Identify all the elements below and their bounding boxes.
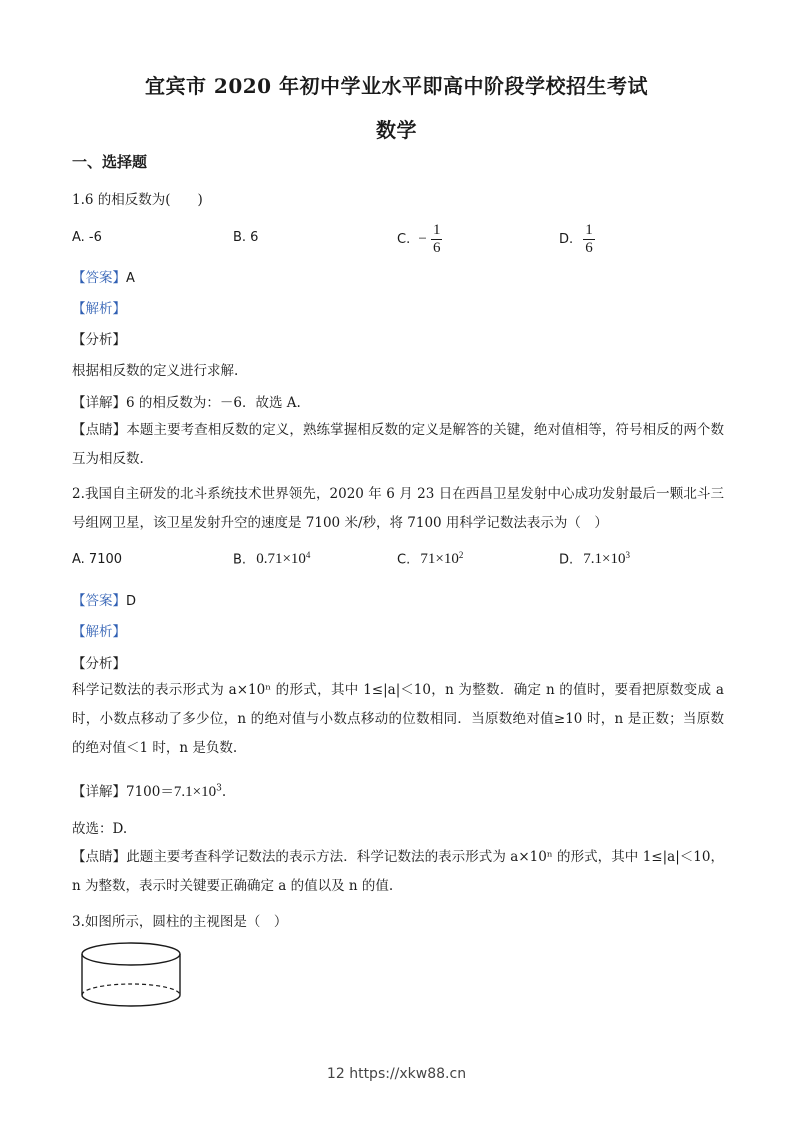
page-footer [0, 1066, 793, 1082]
q2-fenxi-text: 科学记数法的表示形式为 a×10ⁿ 的形式，其中 1≤|a|＜10，n 为整数．确定 n 的值时，要看把原数变成 a 时，小数点移动了多少位，n 的绝对值与小数点移动的位数相同．当原数绝对值≥10 时，n 是正数；当原数的绝对值＜1 时，n 是负数. [72, 682, 724, 756]
q1-option-d-label: D. [559, 232, 574, 247]
q2-option-c-label: C. [397, 552, 411, 568]
q2-analysis-tag: 【解析】 [72, 624, 126, 640]
cylinder-bottom-hidden-arc [82, 984, 180, 995]
q1-comment-text: 本题主要考查相反数的定义，熟练掌握相反数的定义是解答的关键，绝对值相等，符号相反的两个数互为相反数. [72, 422, 725, 467]
q2-comment-text: 此题主要考查科学记数法的表示方法．科学记数法的表示形式为 a×10ⁿ 的形式，其中 1≤|a|＜10，n 为整数，表示时关键要正确确定 a 的值以及 n 的值. [72, 849, 725, 894]
q2-option-c-exp: 2 [458, 550, 464, 560]
q1-comment-tag: 【点睛】 [72, 422, 127, 438]
q1-detail-text: 6 的相反数为：－6．故选 A. [126, 395, 301, 411]
q1-option-c-sign: − [418, 231, 427, 247]
q3-stem: 3.如图所示，圆柱的主视图是（ ） [72, 914, 288, 930]
q1-answer-value: A [126, 271, 135, 286]
q1-option-c-fraction [431, 222, 443, 257]
q2-option-c-base: 71×10 [420, 551, 459, 568]
q2-detail-tag: 【详解】 [72, 784, 126, 800]
q2-detail-exp: 3 [216, 783, 222, 794]
q2-comment-tag: 【点睛】 [72, 849, 127, 865]
q2-detail [72, 780, 226, 801]
q1-analysis-tag: 【解析】 [72, 301, 126, 317]
q1-answer [72, 266, 135, 286]
cylinder-figure [78, 940, 184, 1010]
q1-answer-tag: 【答案】 [72, 270, 126, 286]
q2-option-d-base: 7.1×10 [583, 551, 626, 568]
page-title: 宜宾市 2020 年初中学业水平即高中阶段学校招生考试 [144, 74, 649, 98]
q1-fenxi-tag: 【分析】 [72, 332, 126, 348]
q1-option-a: A. -6 [72, 230, 102, 245]
q1-stem: 1.6 的相反数为( ) [72, 192, 203, 208]
q1-option-c-denominator: 6 [432, 240, 441, 256]
cylinder-bottom-front-arc [82, 995, 180, 1006]
q2-answer-tag: 【答案】 [72, 593, 126, 609]
q2-option-b-exp: 4 [305, 550, 311, 560]
cylinder-top-ellipse [82, 943, 180, 965]
q2-answer [72, 589, 136, 609]
q2-option-d [559, 550, 630, 568]
subject-title: 数学 [376, 118, 417, 142]
q2-detail-base: 7.1×10 [173, 784, 217, 800]
q2-answer-value: D [126, 594, 137, 609]
q2-option-d-exp: 3 [625, 550, 631, 560]
q2-option-a: A. 7100 [72, 552, 123, 567]
q1-option-c [397, 222, 442, 257]
q2-option-d-label: D. [559, 552, 574, 568]
q2-option-c [397, 550, 463, 568]
q1-comment [72, 416, 724, 474]
q2-detail-post: . [221, 784, 227, 800]
q1-option-b: B. 6 [233, 230, 259, 245]
q2-stem: 2.我国自主研发的北斗系统技术世界领先，2020 年 6 月 23 日在西昌卫星发射中心成功发射最后一颗北斗三号组网卫星，该卫星发射升空的速度是 7100 米/秒，将 7100 用科学记数法表示为（ ） [72, 486, 724, 531]
q1-option-d-denominator: 6 [585, 240, 593, 256]
q1-detail-tag: 【详解】 [72, 395, 126, 411]
q1-option-d-fraction [583, 222, 595, 257]
section-heading: 一、选择题 [72, 153, 148, 171]
q1-option-c-numerator: 1 [432, 222, 441, 238]
q1-option-d [559, 222, 595, 257]
q2-option-b-label: B. [233, 552, 247, 568]
q1-option-d-numerator: 1 [585, 222, 593, 238]
q1-fenxi-text: 根据相反数的定义进行求解. [72, 363, 239, 379]
q2-option-b-base: 0.71×10 [256, 551, 306, 568]
q2-option-b [233, 550, 310, 568]
q1-detail [72, 391, 301, 411]
q2-conclusion: 故选：D. [72, 821, 128, 837]
page-number: 12 [326, 1066, 345, 1082]
q2-fenxi-tag: 【分析】 [72, 656, 126, 672]
q2-comment [72, 843, 724, 901]
footer-url: https://xkw88.cn [349, 1066, 467, 1082]
q1-option-c-label: C. [397, 232, 411, 247]
q2-detail-pre: 7100＝ [126, 784, 174, 800]
